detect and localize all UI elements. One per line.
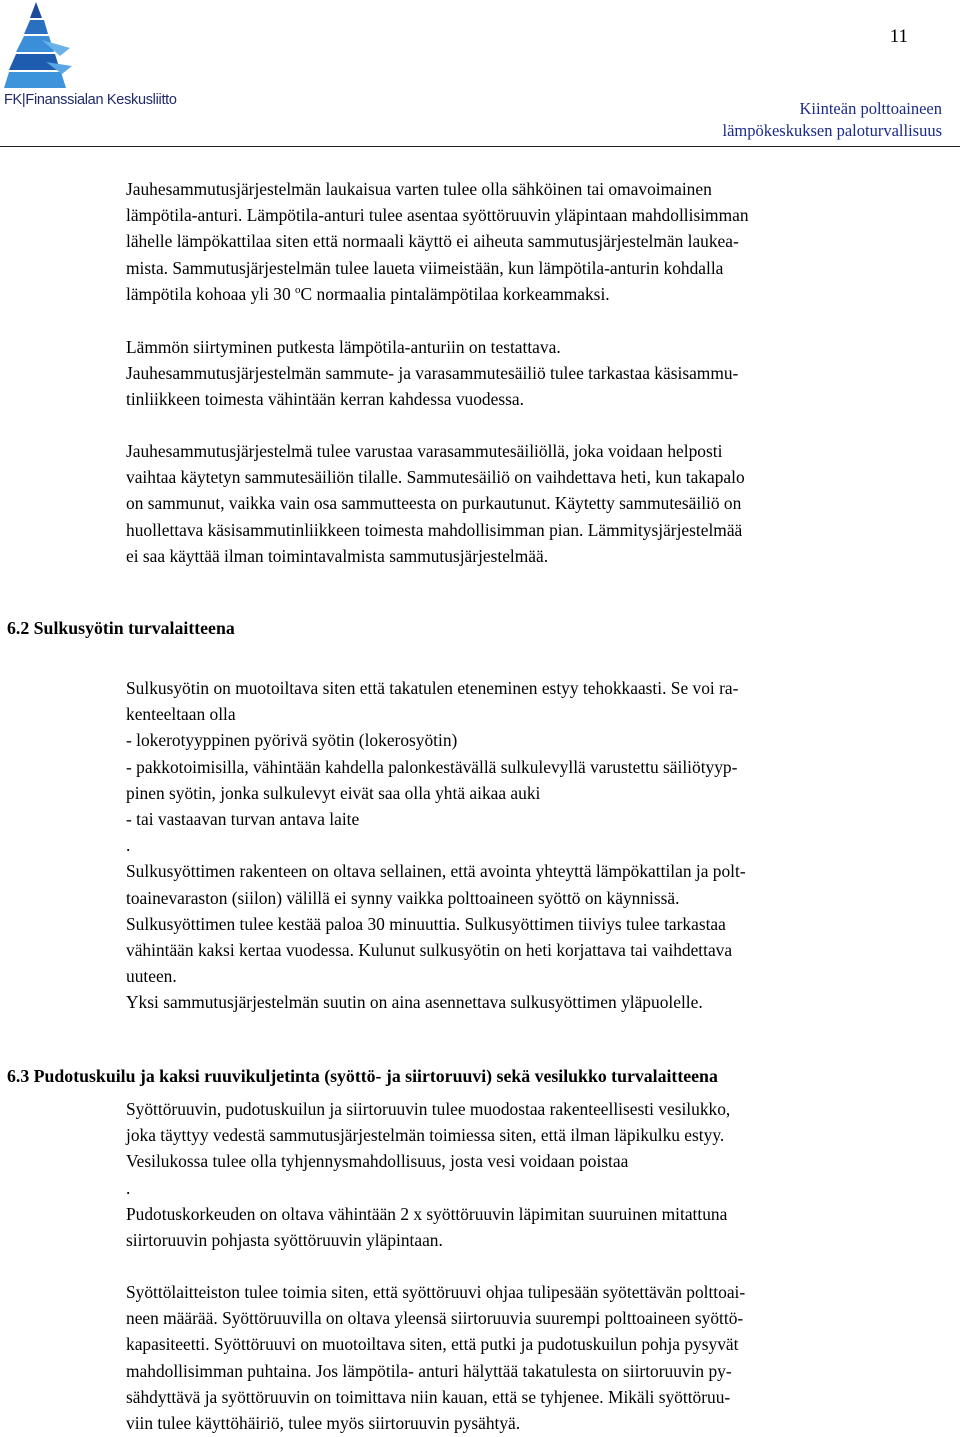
text-line: Jauhesammutusjärjestelmä tulee varustaa varasammutesäiliöllä, joka voidaan helposti (126, 441, 723, 461)
text-line: . (126, 1177, 131, 1198)
text-line: ei saa käyttää ilman toimintavalmista sammutusjärjestelmää. (126, 545, 549, 566)
section-heading-6-2: 6.2 Sulkusyötin turvalaitteena (7, 618, 235, 638)
text-line: Pudotuskorkeuden on oltava vähintään 2 x syöttöruuvin läpimitan suuruinen mitattuna (126, 1203, 728, 1224)
text-line: mahdollisimman puhtaina. Jos lämpötila- anturi hälyttää takatulesta on siirtoruuvin py- (126, 1360, 732, 1381)
document-title-line-2: lämpökeskuksen paloturvallisuus (722, 121, 942, 140)
text-line: neen määrää. Syöttöruuvilla on oltava yleensä siirtoruuvia suurempi polttoaineen syöttö- (126, 1308, 744, 1329)
section-heading-6-3: 6.3 Pudotuskuilu ja kaksi ruuvikuljetinta (syöttö- ja siirtoruuvi) sekä vesilukko turvalaitteena (7, 1066, 718, 1086)
text-line: lämpötila-anturi. Lämpötila-anturi tulee asentaa syöttöruuvin yläpintaan mahdollisimman (126, 205, 749, 226)
text-line: siirtoruuvin pohjasta syöttöruuvin yläpintaan. (126, 1230, 443, 1251)
text-line: Vesilukossa tulee olla tyhjennysmahdollisuus, josta vesi voidaan poistaa (126, 1151, 629, 1172)
paragraph-water-lock (126, 1096, 946, 1253)
paragraph-lock-feeder (126, 675, 946, 1016)
text-line: Sulkusyöttimen rakenteen on oltava sellainen, että avointa yhteyttä lämpökattilan ja polt- (126, 861, 746, 882)
document-title-line-1: Kiinteän polttoaineen (799, 99, 942, 118)
text-line: vähintään kaksi kertaa vuodessa. Kulunut sulkusyötin on heti korjattava tai vaihdettava (126, 940, 733, 961)
text-line: kenteeltaan olla (126, 704, 236, 725)
text-line: Syöttölaitteiston tulee toimia siten, että syöttöruuvi ohjaa tulipesään syötettävän polttoai- (126, 1282, 746, 1302)
text-line: pinen syötin, jonka sulkulevyt eivät saa olla yhtä aikaa auki (126, 782, 541, 803)
text-line: Lämmön siirtyminen putkesta lämpötila-anturiin on testattava. (126, 337, 561, 357)
paragraph-extinguisher-trigger (126, 176, 946, 307)
list-item: - pakkotoimisilla, vähintään kahdella palonkestävällä sulkulevyllä varustettu säiliötyyp- (126, 756, 738, 777)
text-line: kapasiteetti. Syöttöruuvi on muotoiltava siten, että putki ja pudotuskuilun pohja pysyvät (126, 1334, 739, 1355)
paragraph-heat-transfer (126, 334, 946, 413)
text-line: on sammunut, vaikka vain osa sammutteesta on purkautunut. Käytetty sammutesäiliö on (126, 493, 742, 514)
header-divider (0, 146, 960, 147)
fk-logo-icon (2, 0, 172, 92)
text-line: Sulkusyötin on muotoiltava siten että takatulen eteneminen estyy tehokkaasti. Se voi ra- (126, 678, 739, 698)
text-line: huollettava käsisammutinliikkeen toimesta mahdollisimman pian. Lämmitysjärjestelmää (126, 519, 743, 540)
list-item: - lokerotyyppinen pyörivä syötin (lokerosyötin) (126, 730, 458, 751)
text-line: Jauhesammutusjärjestelmän laukaisua varten tulee olla sähköinen tai omavoimainen (126, 179, 712, 199)
text-line: vaihtaa käytetyn sammutesäiliön tilalle. Sammutesäiliö on vaihdettava heti, kun takapalo (126, 467, 745, 488)
text-line: mista. Sammutusjärjestelmän tulee laueta viimeistään, kun lämpötila-anturin kohdalla (126, 257, 724, 278)
text-line: Yksi sammutusjärjestelmän suutin on aina asennettava sulkusyöttimen yläpuolelle. (126, 992, 703, 1013)
list-item: - tai vastaavan turvan antava laite (126, 809, 360, 830)
text-line: Sulkusyöttimen tulee kestää paloa 30 minuuttia. Sulkusyöttimen tiiviys tulee tarkastaa (126, 913, 726, 934)
text-line: tinliikkeen toimesta vähintään kerran kahdessa vuodessa. (126, 389, 524, 410)
text-line: Syöttöruuvin, pudotuskuilun ja siirtoruuvin tulee muodostaa rakenteellisesti vesilukko, (126, 1099, 731, 1119)
text-line: . (126, 835, 131, 856)
paragraph-reserve-container (126, 438, 946, 569)
text-line: viin tulee käyttöhäiriö, tulee myös siirtoruuvin pysähtyä. (126, 1413, 521, 1434)
paragraph-feeding-system (126, 1279, 946, 1436)
fk-logo (2, 0, 177, 118)
logo-text: FK|Finanssialan Keskusliitto (4, 92, 177, 108)
degree-superscript: o (295, 284, 301, 297)
text-line: Jauhesammutusjärjestelmän sammute- ja varasammutesäiliö tulee tarkastaa käsisammu- (126, 363, 739, 384)
text-line: lähelle lämpökattilaa siten että normaali käyttö ei aiheuta sammutusjärjestelmän laukea- (126, 231, 739, 252)
text-line: joka täyttyy vedestä sammutusjärjestelmän toimiessa siten, että ilman läpikulku estyy. (126, 1125, 725, 1146)
text-line: lämpötila kohoaa yli 30 $^o$C normaalia pintalämpötilaa korkeammaksi. (126, 283, 610, 304)
page-number: 11 (889, 26, 908, 47)
text-line: uuteen. (126, 966, 177, 987)
document-title (722, 98, 942, 142)
text-line: toainevaraston (siilon) välillä ei synny vaikka polttoaineen syöttö on käynnissä. (126, 887, 680, 908)
text-line: sähdyttävä ja syöttöruuvin on toimittava niin kauan, että se tyhjenee. Mikäli syöttöruu- (126, 1386, 731, 1407)
